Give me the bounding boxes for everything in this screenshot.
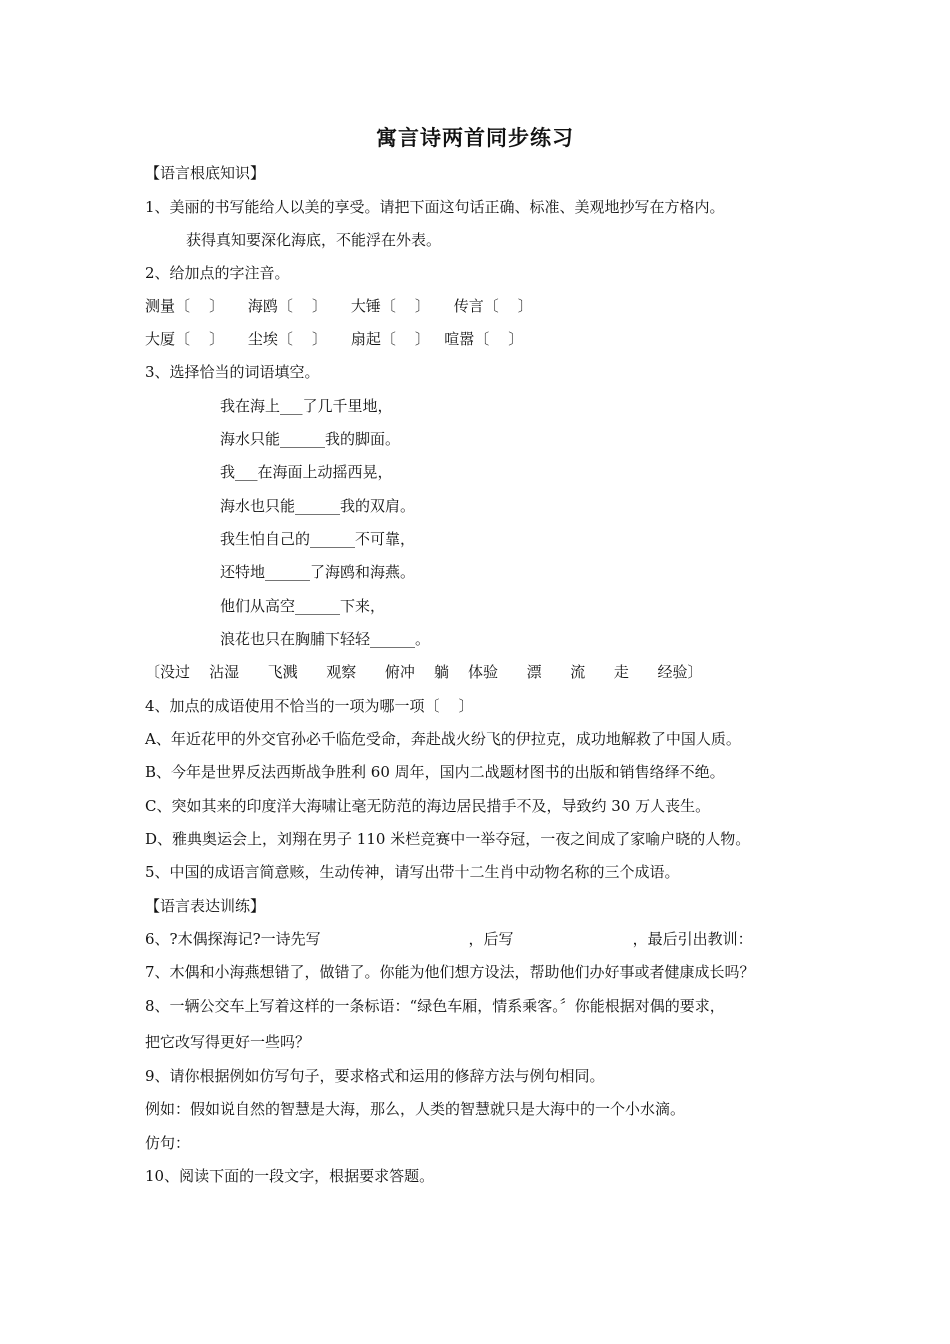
question-4-option-b: B、今年是世界反法西斯战争胜利 60 周年，国内二战题材图书的出版和销售络绎不绝。 — [145, 763, 725, 781]
poem-line: 他们从高空______下来， — [220, 597, 386, 615]
poem-line: 浪花也只在胸脯下轻轻______。 — [220, 630, 431, 648]
question-4-option-a: A、年近花甲的外交官孙必千临危受命，奔赴战火纷飞的伊拉克，成功地解救了中国人质。 — [145, 730, 741, 748]
poem-line: 我生怕自己的______不可靠， — [220, 530, 416, 548]
section-heading-expression: 【语言表达训练】 — [145, 897, 266, 915]
poem-line: 还特地______了海鸥和海燕。 — [220, 563, 416, 581]
page-title: 寓言诗两首同步练习 — [376, 125, 574, 150]
question-9-example: 例如：假如说自然的智慧是大海，那么，人类的智慧就只是大海中的一个小水滴。 — [145, 1100, 686, 1118]
question-2-row-2: 大厦〔 〕 尘埃〔 〕 扇起〔 〕 喧嚣〔 〕 — [145, 330, 524, 348]
poem-line: 我___在海面上动摇西晃， — [220, 463, 393, 481]
question-1-prompt: 1、美丽的书写能给人以美的享受。请把下面这句话正确、标准、美观地抄写在方格内。 — [145, 198, 725, 216]
question-2-row-1: 测量〔 〕 海鸥〔 〕 大锤〔 〕 传言〔 〕 — [145, 297, 533, 315]
question-8-line-1: 8、一辆公交车上写着这样的一条标语：“绿色车厢，情系乘客。〞你能根据对偶的要求， — [145, 997, 725, 1015]
poem-line: 我在海上___了几千里地， — [220, 397, 393, 415]
question-8-line-2: 把它改写得更好一些吗？ — [145, 1033, 311, 1051]
question-9-prompt: 9、请你根据例如仿写句子，要求格式和运用的修辞方法与例句相同。 — [145, 1067, 605, 1085]
question-2-prompt: 2、给加点的字注音。 — [145, 264, 290, 282]
question-3-prompt: 3、选择恰当的词语填空。 — [145, 363, 320, 381]
section-heading-basic: 【语言根底知识】 — [145, 164, 266, 182]
question-5: 5、中国的成语言简意赅，生动传神，请写出带十二生肖中动物名称的三个成语。 — [145, 863, 680, 881]
question-6: 6、?木偶探海记?一诗先写 ，后写 ，最后引出教训： — [145, 930, 753, 948]
poem-line: 海水也只能______我的双肩。 — [220, 497, 416, 515]
question-7: 7、木偶和小海燕想错了，做错了。你能为他们想方设法，帮助他们办好事或者健康成长吗？ — [145, 963, 755, 981]
question-4-option-c: C、突如其来的印度洋大海啸让毫无防范的海边居民措手不及，导致约 30 万人丧生。 — [145, 797, 711, 815]
question-10: 10、阅读下面的一段文字，根据要求答题。 — [145, 1167, 435, 1185]
question-9-imitate: 仿句： — [145, 1134, 191, 1152]
question-1-sentence: 获得真知要深化海底，不能浮在外表。 — [186, 231, 442, 249]
poem-line: 海水只能______我的脚面。 — [220, 430, 401, 448]
question-3-options: 〔没过 沾湿 飞溅 观察 俯冲 躺 体验 漂 流 走 经验〕 — [145, 663, 703, 681]
question-4-prompt: 4、加点的成语使用不恰当的一项为哪一项〔 〕 — [145, 697, 474, 715]
question-4-option-d: D、雅典奥运会上，刘翔在男子 110 米栏竞赛中一举夺冠，一夜之间成了家喻户晓的人物。 — [145, 830, 751, 848]
